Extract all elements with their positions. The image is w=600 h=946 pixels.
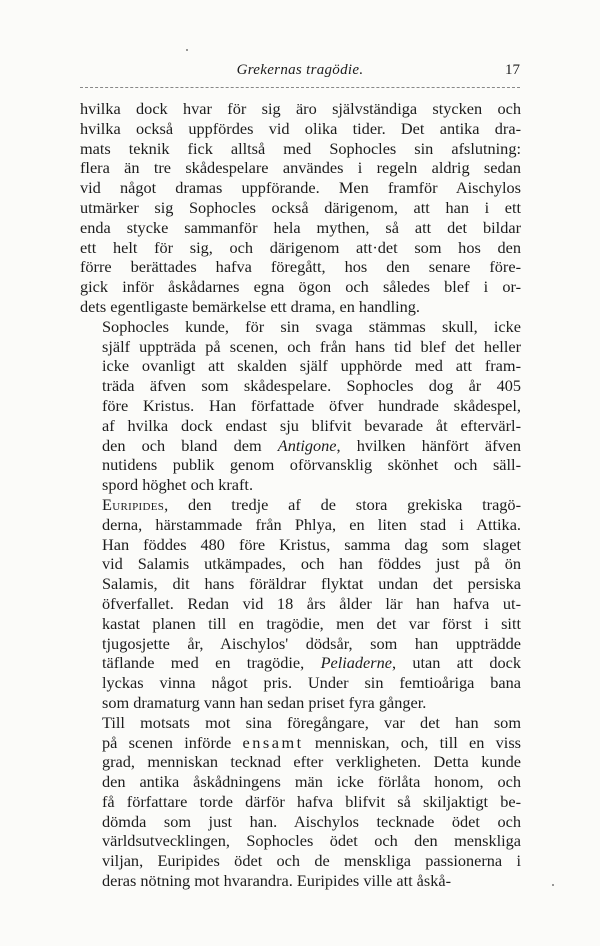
text-run: få författare torde därför hafva blifvit så skiljaktigt be- <box>102 791 521 811</box>
text-run: på scenen införde <box>102 732 243 752</box>
text-line <box>80 277 521 297</box>
text-line <box>80 495 521 515</box>
text-line <box>80 158 521 178</box>
text-line <box>80 772 521 792</box>
text-run: som dramaturg vann han sedan priset fyra gånger. <box>102 692 427 712</box>
text-run: , utan att dock <box>392 653 522 673</box>
text-run: täflande med en tragödie, <box>102 653 321 673</box>
text-run: af hvilka dock endast sju blifvit bevarade åt eftervärl- <box>102 415 521 435</box>
text-run: tjugosjette år, Aischylos' dödsår, som han uppträdde <box>102 633 521 653</box>
text-run: , hvilken hänfört äfven <box>336 435 522 455</box>
text-line <box>80 198 521 218</box>
page-header <box>80 62 520 84</box>
text-line <box>80 257 521 277</box>
text-run: Han föddes 480 före Kristus, samma dag som slaget <box>102 534 521 554</box>
text-run: kastat planen till en tragödie, men det var först i sitt <box>102 613 521 633</box>
text-run: enda stycke sammanför hela mythen, så att det bildar <box>80 217 521 237</box>
text-line <box>80 614 521 634</box>
page-number: 17 <box>505 62 520 78</box>
text-run: spord höghet och kraft. <box>102 475 254 495</box>
text-line <box>80 713 521 733</box>
header-rule <box>80 87 520 88</box>
text-line <box>80 99 521 119</box>
text-line <box>80 475 521 495</box>
text-run: förre berättades hafva föregått, hos den senare före- <box>80 257 521 277</box>
print-speck <box>186 49 188 51</box>
text-line <box>80 317 521 337</box>
italic-title: Antigone <box>277 435 337 455</box>
text-line <box>80 455 521 475</box>
text-line <box>80 535 521 555</box>
text-run: lyckas vinna något pris. Under sin femtioåriga bana <box>102 673 521 693</box>
text-line <box>80 416 521 436</box>
paragraph <box>80 495 521 713</box>
text-line <box>80 178 521 198</box>
text-line <box>80 238 521 258</box>
text-line <box>80 297 521 317</box>
text-line <box>80 515 521 535</box>
text-line <box>80 139 521 159</box>
text-run: Salamis, dit hans föräldrar flyktat undan det persiska <box>102 574 521 594</box>
text-run: deras nötning mot hvarandra. Euripides ville att åskå- <box>102 871 452 891</box>
text-run: ett helt för sig, och därigenom att·det som hos den <box>80 237 521 257</box>
text-run: hvilka också uppfördes vid olika tider. Det antika dra- <box>80 118 521 138</box>
text-run: öfverfallet. Redan vid 18 års ålder lär han hafva ut- <box>102 593 521 613</box>
text-run: icke ovanligt att skalden själf upphörde med att fram- <box>102 356 521 376</box>
text-line <box>80 119 521 139</box>
text-run: världsutvecklingen, Sophocles ödet och den menskliga <box>102 831 521 851</box>
text-line <box>80 871 521 891</box>
print-speck <box>552 884 554 886</box>
text-run: gick inför åskådarnes egna ögon och således blef i or- <box>80 277 521 297</box>
text-line <box>80 752 521 772</box>
text-run: grad, menniskan tecknad efter verkligheten. Detta kunde <box>102 752 521 772</box>
running-title: Grekernas tragödie. <box>236 62 364 78</box>
text-line <box>80 851 521 871</box>
text-line <box>80 693 521 713</box>
text-line <box>80 396 521 416</box>
text-run: Sophocles kunde, för sin svaga stämmas skull, icke <box>102 316 521 336</box>
text-line <box>80 436 521 456</box>
paragraph <box>80 713 521 891</box>
text-run: dets egentligaste bemärkelse ett drama, en handling. <box>80 296 420 316</box>
text-run: före Kristus. Han författade öfver hundrade skådespel, <box>102 395 521 415</box>
text-line <box>80 733 521 753</box>
text-run: vid Salamis utkämpades, och han föddes just på ön <box>102 554 521 574</box>
text-line <box>80 653 521 673</box>
text-line <box>80 831 521 851</box>
text-run: , den tredje af de stora grekiska tragö- <box>164 494 521 514</box>
text-line <box>80 218 521 238</box>
text-run: själf uppträda på scenen, och från hans tid blef det heller <box>102 336 521 356</box>
spaced-emphasis: ensamt <box>242 732 304 752</box>
text-run: dömda som just han. Aischylos tecknade ödet och <box>102 811 521 831</box>
text-run: menniskan, och, till en viss <box>303 732 522 752</box>
text-run: mats teknik fick alltså med Sophocles sin afslutning: <box>80 138 521 158</box>
text-run: den och bland dem <box>102 435 278 455</box>
text-run: Till motsats mot sina föregångare, var det han som <box>102 712 521 732</box>
text-run: träda äfven som skådespelare. Sophocles dog år 405 <box>102 376 521 396</box>
text-run: flera än tre skådespelare användes i regeln aldrig sedan <box>80 158 521 178</box>
text-run: hvilka dock hvar för sig äro självständiga stycken och <box>80 99 521 118</box>
paragraph <box>80 99 521 317</box>
text-run: derna, härstammade från Phlya, en liten stad i Attika. <box>102 514 521 534</box>
text-line <box>80 634 521 654</box>
text-run: vid något dramas uppförande. Men framför Aischylos <box>80 178 521 198</box>
text-line <box>80 673 521 693</box>
paragraph <box>80 317 521 495</box>
text-line <box>80 594 521 614</box>
text-line <box>80 337 521 357</box>
text-line <box>80 812 521 832</box>
text-line <box>80 792 521 812</box>
text-line <box>80 376 521 396</box>
italic-title: Peliaderne <box>320 653 392 673</box>
text-line <box>80 356 521 376</box>
text-run: nutidens publik genom oförvansklig skönhet och säll- <box>102 455 521 475</box>
text-run: utmärker sig Sophocles också därigenom, att han i ett <box>80 197 521 217</box>
text-line <box>80 554 521 574</box>
small-caps-name: Euripides <box>102 494 165 514</box>
text-run: viljan, Euripides ödet och de menskliga passionerna i <box>102 851 521 871</box>
text-line <box>80 574 521 594</box>
text-run: den antika åskådningens män icke förlåta honom, och <box>102 772 521 792</box>
text-body <box>80 99 521 891</box>
